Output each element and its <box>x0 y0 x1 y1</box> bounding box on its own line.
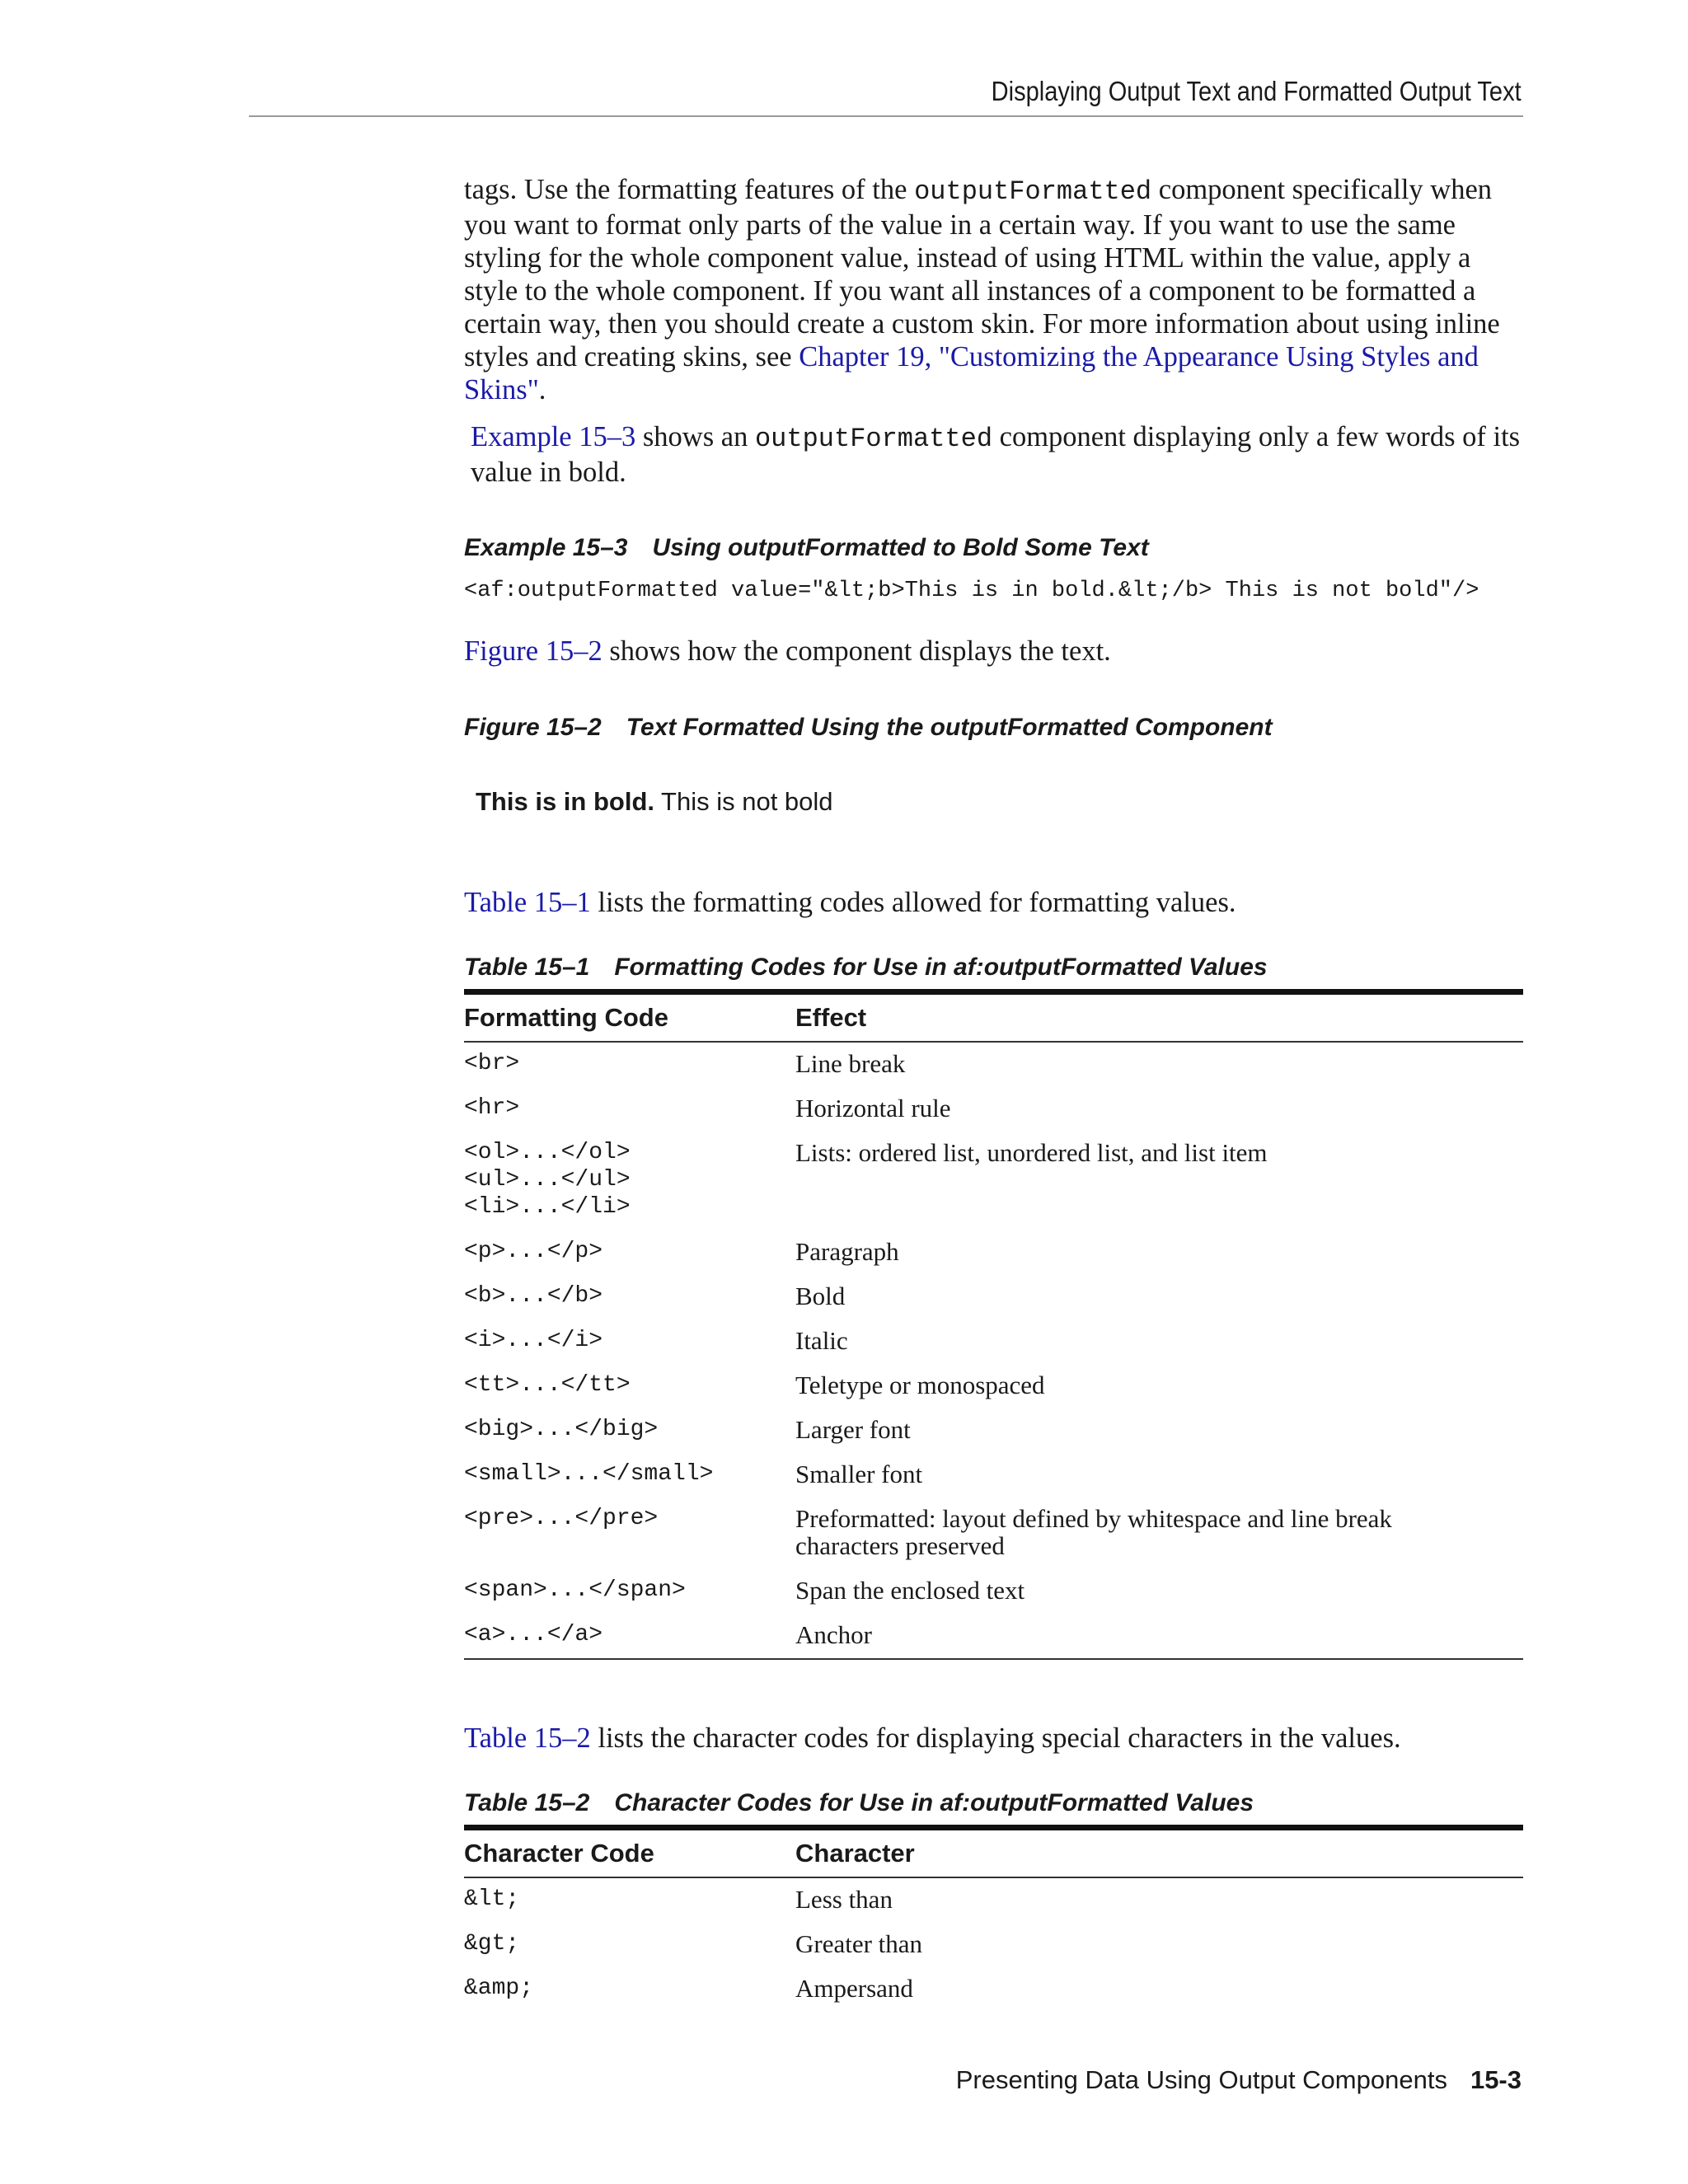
figure-ref-paragraph <box>464 635 1523 668</box>
intro-code: outputFormatted <box>914 176 1152 207</box>
table1-block <box>464 989 1523 1660</box>
table1-caption-block <box>464 954 1523 982</box>
code-cell: <p>...</p> <box>464 1239 603 1264</box>
example-caption-block <box>464 534 1523 562</box>
column-header-character: Character <box>795 1828 1523 1878</box>
example-caption <box>464 534 1523 562</box>
effect-cell: Lists: ordered list, unordered list, and list item <box>795 1138 1268 1167</box>
table-row <box>464 1230 1523 1275</box>
header-rule <box>249 115 1523 117</box>
figure-normal-text: This is not bold <box>654 787 833 816</box>
example-15-3-link[interactable]: Example 15–3 <box>471 421 636 452</box>
intro-text-2: component specifically when you want to format only parts of the value in a certain way. If you want to use the same styling for the whole component value, instead of using HTML within the value, apply a style to the whole component. If you want all instances of a component to be formatted a certain way, then you should create a custom skin. For more information about using inline styles and creating skins, see <box>464 174 1500 373</box>
code-cell: <big>...</big> <box>464 1417 659 1442</box>
effect-cell: Teletype or monospaced <box>795 1371 1045 1399</box>
example-ref-block <box>464 420 1523 489</box>
table1-caption <box>464 954 1523 982</box>
table2-caption-block <box>464 1789 1523 1817</box>
figure-ref-text: shows how the component displays the text. <box>602 635 1111 667</box>
page-footer <box>956 2065 1522 2095</box>
table-row <box>464 1087 1523 1132</box>
table1-ref-block <box>464 886 1523 919</box>
effect-cell: Paragraph <box>795 1237 899 1266</box>
footer-title: Presenting Data Using Output Components <box>955 2065 1447 2094</box>
code-cell: <a>...</a> <box>464 1614 795 1659</box>
effect-cell: Smaller font <box>795 1460 923 1488</box>
example-ref-paragraph <box>464 420 1523 489</box>
table2-ref-text: lists the character codes for displaying special characters in the values. <box>590 1722 1401 1754</box>
running-header: Displaying Output Text and Formatted Output Text <box>991 76 1522 106</box>
table-header-row <box>464 1828 1523 1878</box>
table-15-2-link[interactable]: Table 15–2 <box>464 1722 591 1754</box>
table-row <box>464 1408 1523 1453</box>
table1-ref-text: lists the formatting codes allowed for formatting values. <box>590 887 1236 918</box>
table2-number: Table 15–2 <box>464 1789 590 1816</box>
intro-text-3: . <box>538 374 546 405</box>
table-row <box>464 1319 1523 1364</box>
figure-title: Text Formatted Using the outputFormatted Component <box>626 714 1273 741</box>
table-row <box>464 1453 1523 1497</box>
code-cell: <ol>...</ol> <ul>...</ul> <li>...</li> <box>464 1140 631 1220</box>
table1-number: Table 15–1 <box>464 954 590 981</box>
example-number: Example 15–3 <box>464 534 628 561</box>
code-cell: <span>...</span> <box>464 1577 686 1603</box>
column-header-effect: Effect <box>795 992 1523 1043</box>
code-cell: <tt>...</tt> <box>464 1372 631 1398</box>
effect-cell: Italic <box>795 1326 848 1355</box>
figure-rendered-text <box>476 787 833 816</box>
effect-cell: Line break <box>795 1049 906 1078</box>
effect-cell: Greater than <box>795 1929 923 1958</box>
chapter-19-link[interactable]: Chapter 19, "Customizing the Appearance Using Styles and Skins" <box>464 341 1479 405</box>
code-cell: <small>...</small> <box>464 1461 714 1487</box>
page-number: 15-3 <box>1470 2065 1522 2094</box>
code-cell: <b>...</b> <box>464 1283 603 1309</box>
code-cell: <br> <box>464 1051 520 1076</box>
effect-cell: Ampersand <box>795 1974 913 2003</box>
table-15-1-link[interactable]: Table 15–1 <box>464 887 591 918</box>
table-row <box>464 1967 1523 2012</box>
figure-caption-block <box>464 714 1523 742</box>
effect-cell: Larger font <box>795 1415 911 1444</box>
table1-title: Formatting Codes for Use in af:outputFormatted Values <box>614 954 1268 981</box>
table-row <box>464 1132 1523 1230</box>
column-header-formatting-code: Formatting Code <box>464 992 795 1043</box>
example-code: <af:outputFormatted value="&lt;b>This is in bold.&lt;/b> This is not bold"/> <box>464 579 1479 603</box>
table-row <box>464 1877 1523 1923</box>
table-row <box>464 1364 1523 1408</box>
effect-cell: Span the enclosed text <box>795 1576 1025 1605</box>
intro-paragraph <box>464 173 1523 406</box>
figure-image <box>476 787 1535 817</box>
code-cell: <hr> <box>464 1095 520 1121</box>
character-codes-table <box>464 1825 1523 2012</box>
example-ref-code: outputFormatted <box>754 424 993 454</box>
table-row <box>464 1497 1523 1569</box>
example-ref-text-2: component displaying only a few words of its value in bold. <box>471 421 1521 488</box>
figure-15-2-link[interactable]: Figure 15–2 <box>464 635 603 667</box>
code-cell: &amp; <box>464 1975 534 2001</box>
table-row <box>464 1569 1523 1614</box>
effect-cell: Horizontal rule <box>795 1094 951 1122</box>
code-cell: &gt; <box>464 1931 520 1957</box>
effect-cell: Bold <box>795 1282 846 1310</box>
effect-cell: Less than <box>795 1885 893 1914</box>
code-cell: &lt; <box>464 1886 520 1912</box>
example-ref-text-1: shows an <box>635 421 755 452</box>
table-row <box>464 1275 1523 1319</box>
effect-cell: Preformatted: layout defined by whitespace and line break characters preserved <box>795 1504 1392 1560</box>
code-cell: <i>...</i> <box>464 1328 603 1353</box>
formatting-codes-table <box>464 989 1523 1660</box>
code-cell: <pre>...</pre> <box>464 1506 659 1531</box>
table-header-row <box>464 992 1523 1043</box>
intro-paragraph-block <box>464 173 1523 406</box>
example-code-block <box>464 579 1523 603</box>
table2-ref-block <box>464 1722 1523 1755</box>
figure-ref-block <box>464 635 1523 668</box>
figure-number: Figure 15–2 <box>464 714 602 741</box>
table-row <box>464 1923 1523 1967</box>
figure-caption <box>464 714 1523 742</box>
table2-ref-paragraph <box>464 1722 1523 1755</box>
effect-cell: Anchor <box>795 1614 1523 1659</box>
table-row <box>464 1614 1523 1659</box>
example-title: Using outputFormatted to Bold Some Text <box>652 534 1149 561</box>
column-header-character-code: Character Code <box>464 1828 795 1878</box>
figure-bold-text: This is in bold. <box>476 787 654 816</box>
table-row <box>464 1042 1523 1087</box>
table2-block <box>464 1825 1523 2012</box>
intro-text-1: tags. Use the formatting features of the <box>464 174 915 205</box>
table2-title: Character Codes for Use in af:outputFormatted Values <box>614 1789 1254 1816</box>
table2-caption <box>464 1789 1523 1817</box>
table1-ref-paragraph <box>464 886 1523 919</box>
